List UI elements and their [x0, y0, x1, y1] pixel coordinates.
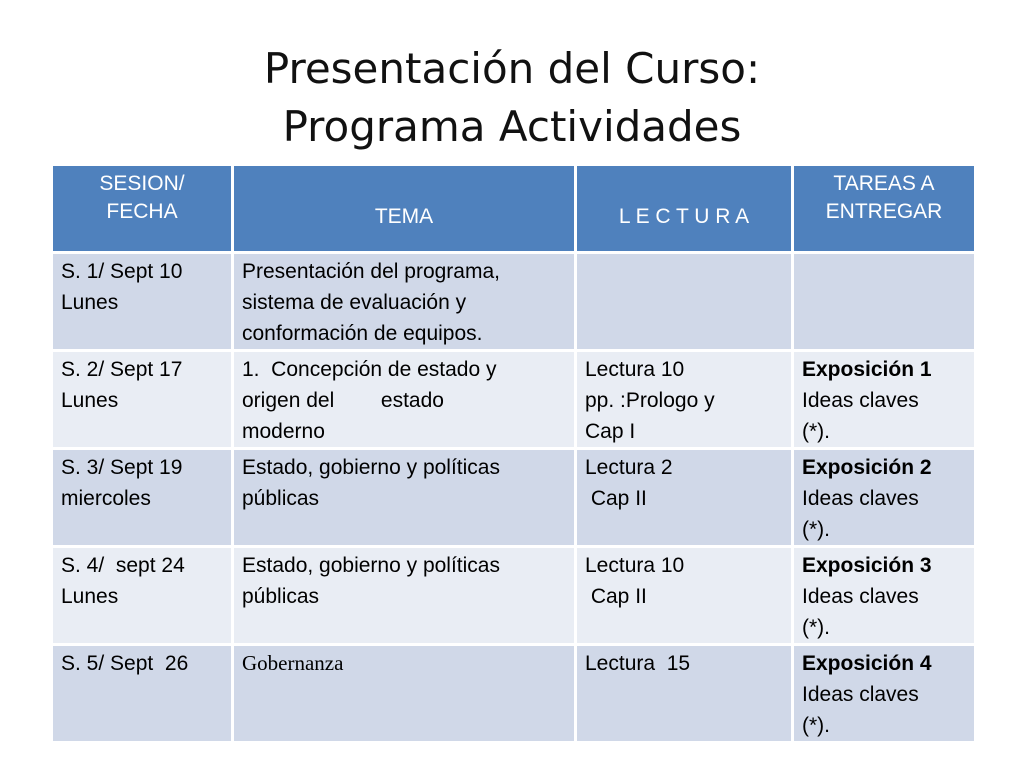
cell-sesion: S. 4/ sept 24 Lunes [52, 547, 233, 645]
header-tareas: TAREAS A ENTREGAR [793, 165, 976, 253]
cell-tema: Estado, gobierno y políticas públicas [233, 449, 576, 547]
cell-lectura [576, 253, 793, 351]
cell-tareas [793, 253, 976, 351]
cell-tema: Estado, gobierno y políticas públicas [233, 547, 576, 645]
cell-lectura: Lectura 10 pp. :Prologo y Cap I [576, 351, 793, 449]
table-row [52, 449, 976, 547]
header-lectura: L E C T U R A [576, 165, 793, 253]
table-row [52, 351, 976, 449]
table-row [52, 253, 976, 351]
cell-tareas: Exposición 4 Ideas claves (*). [793, 645, 976, 743]
cell-sesion: S. 2/ Sept 17 Lunes [52, 351, 233, 449]
header-tema: TEMA [233, 165, 576, 253]
cell-sesion: S. 1/ Sept 10 Lunes [52, 253, 233, 351]
cell-tareas: Exposición 3 Ideas claves (*). [793, 547, 976, 645]
title-line-2: Programa Actividades [282, 102, 742, 151]
cell-sesion: S. 3/ Sept 19 miercoles [52, 449, 233, 547]
cell-lectura: Lectura 2 Cap II [576, 449, 793, 547]
cell-tema: 1. Concepción de estado y origen del estado moderno [233, 351, 576, 449]
cell-tareas: Exposición 2 Ideas claves (*). [793, 449, 976, 547]
table-row [52, 547, 976, 645]
table-row [52, 645, 976, 743]
cell-sesion: S. 5/ Sept 26 [52, 645, 233, 743]
header-sesion-fecha: SESION/ FECHA [52, 165, 233, 253]
cell-tema: Gobernanza [233, 645, 576, 743]
cell-lectura: Lectura 15 [576, 645, 793, 743]
cell-tema: Presentación del programa, sistema de evaluación y conformación de equipos. [233, 253, 576, 351]
slide-title [0, 40, 1024, 156]
cell-tareas: Exposición 1 Ideas claves (*). [793, 351, 976, 449]
title-line-1: Presentación del Curso: [263, 44, 761, 93]
cell-lectura: Lectura 10 Cap II [576, 547, 793, 645]
activities-table [50, 163, 977, 744]
table-header-row [52, 165, 976, 253]
